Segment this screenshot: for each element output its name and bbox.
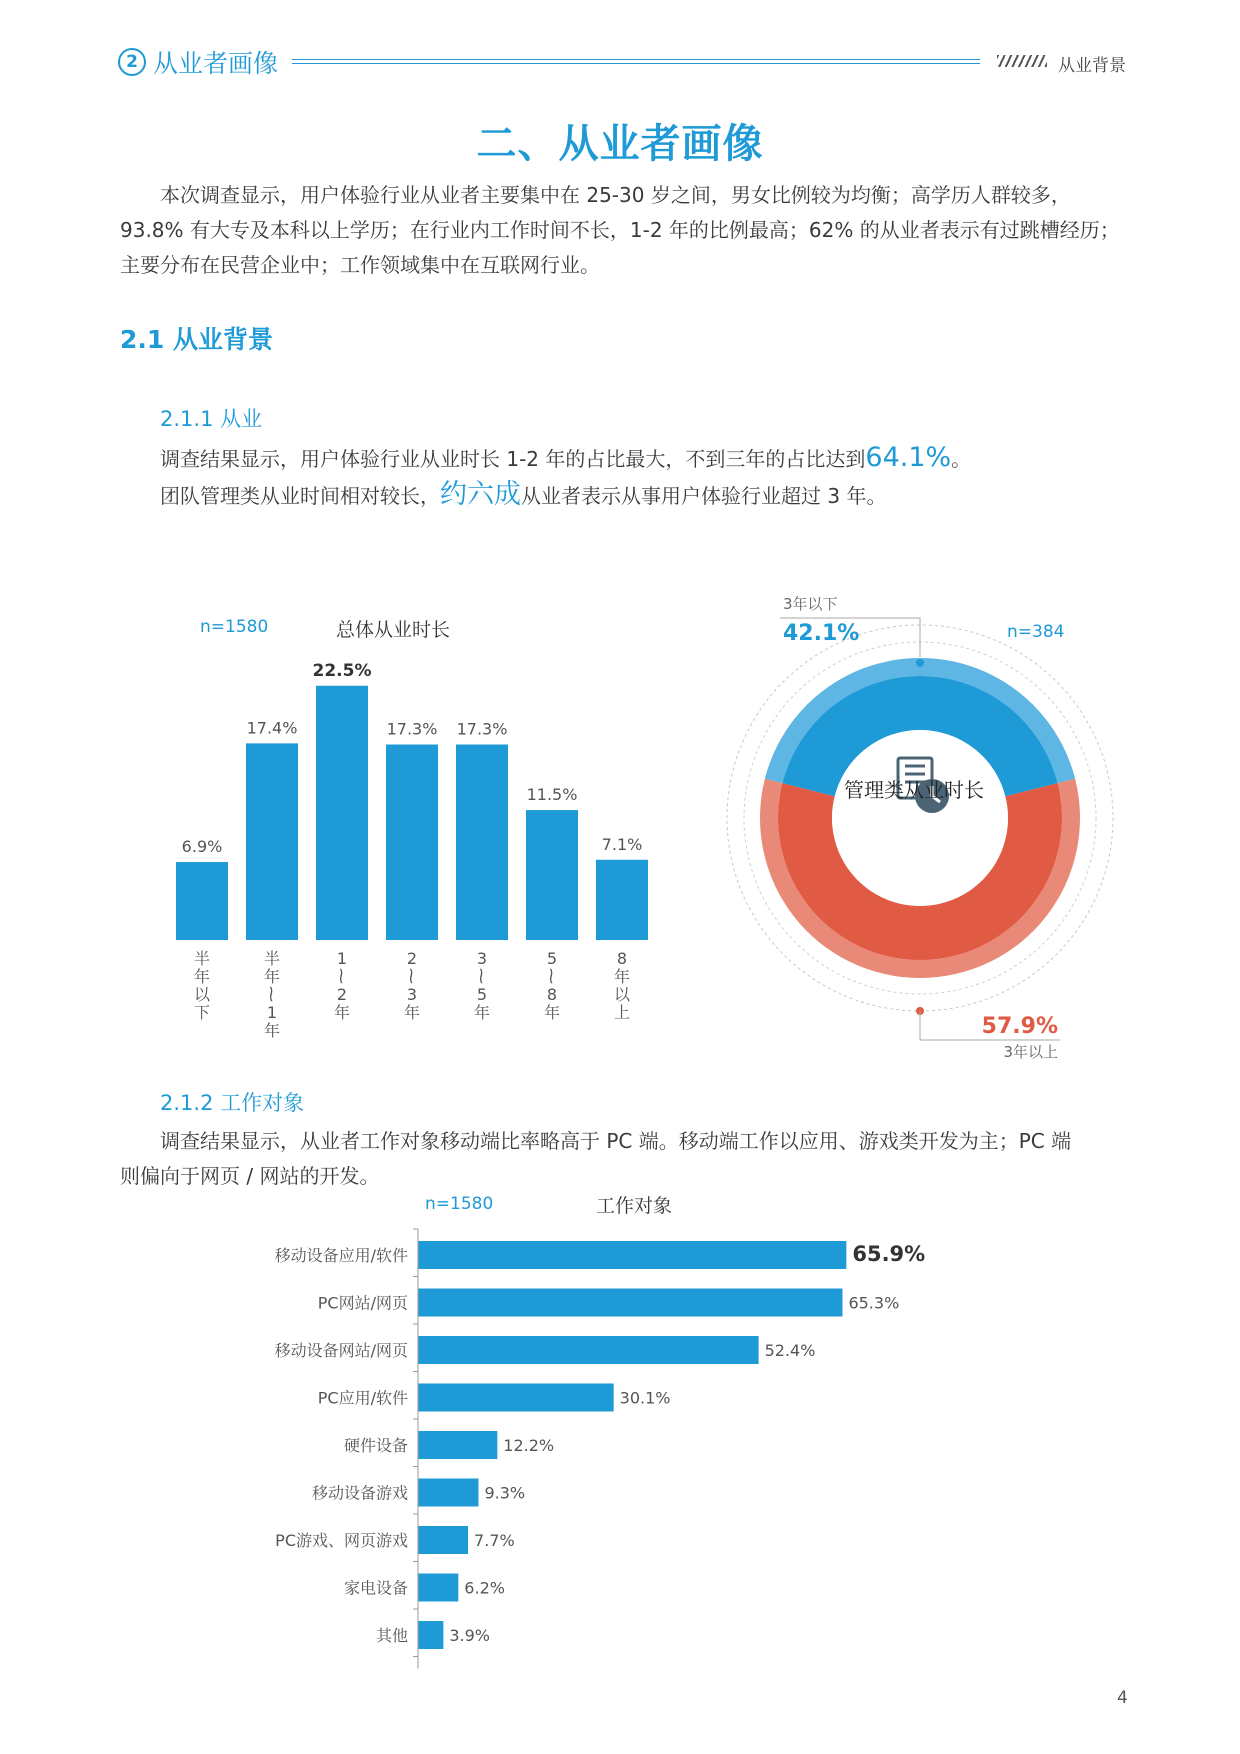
category-label: 硬件设备 (343, 1436, 408, 1455)
tick-label: ⁓ (542, 968, 561, 984)
chart1-title: 总体从业时长 (336, 619, 451, 641)
tick-label: 3 (406, 985, 418, 1004)
text-segment: 。 (951, 447, 972, 471)
tick-label: 年 (473, 1003, 491, 1022)
tick-label: 5 (546, 949, 558, 968)
tick-label: ⁓ (472, 968, 491, 984)
subsection-heading-2-1-1: 2.1.1 从业 (160, 407, 263, 431)
bar (418, 1621, 443, 1649)
text-line (160, 440, 1140, 477)
category-label: PC应用/软件 (317, 1388, 408, 1408)
subsection-2-1-2-text (120, 1124, 1130, 1194)
bar (418, 1241, 846, 1269)
text-line (160, 477, 1140, 514)
callout-label: 3年以上 (1003, 1043, 1058, 1061)
intro-line: 本次调查显示，用户体验行业从业者主要集中在 25-30 岁之间，男女比例较为均衡；高学历人群较多， (160, 183, 1071, 207)
tick-label: 1 (336, 949, 348, 968)
tick-label: 以 (613, 985, 631, 1004)
tick-label: 以 (193, 985, 211, 1004)
data-label: 17.4% (246, 718, 298, 738)
section-number-badge: 2 (118, 48, 146, 76)
bar (316, 686, 368, 940)
header-stripes-decoration (997, 55, 1047, 67)
tick-label: 2 (406, 949, 418, 968)
bar (418, 1431, 497, 1459)
data-label: 17.3% (386, 719, 438, 739)
data-label: 7.1% (601, 834, 643, 854)
highlight-value: 64.1% (865, 442, 952, 473)
chart3-sample-size: n=1580 (425, 1194, 494, 1214)
chart3-title: 工作对象 (596, 1195, 673, 1217)
page-title: 二、从业者画像 (476, 121, 764, 167)
tick-label: 年 (403, 1003, 421, 1022)
tick-label: 1 (266, 1003, 278, 1022)
bar (596, 860, 648, 940)
data-label: 11.5% (526, 785, 578, 805)
page-number: 4 (1117, 1688, 1128, 1708)
tick-label: ⁓ (402, 968, 421, 984)
data-label: 6.2% (464, 1578, 505, 1598)
category-label: PC网站/网页 (317, 1293, 408, 1313)
category-label: 移动设备应用/软件 (274, 1246, 408, 1265)
tick-label: 年 (543, 1003, 561, 1022)
bar (526, 810, 578, 940)
intro-line: 93.8% 有大专及本科以上学历；在行业内工作时间不长，1-2 年的比例最高；62% 的从业者表示有过跳槽经历； (120, 218, 1120, 242)
data-label: 9.3% (484, 1483, 526, 1503)
tick-label: 下 (193, 1003, 211, 1022)
header-section-title: 从业者画像 (153, 49, 279, 78)
intro-line: 主要分布在民营企业中；工作领域集中在互联网行业。 (120, 253, 600, 277)
bar (176, 862, 228, 940)
tenure-bar-chart (150, 640, 670, 1050)
tick-label: 半 (263, 949, 281, 968)
text-segment: 调查结果显示，用户体验行业从业时长 1-2 年的占比最大，不到三年的占比达到 (160, 447, 866, 471)
highlight-value: 约六成 (440, 479, 521, 510)
data-label: 65.3% (848, 1293, 900, 1313)
tick-label: 5 (476, 985, 488, 1004)
data-label: 65.9% (852, 1242, 926, 1266)
bar (418, 1526, 468, 1554)
data-label: 17.3% (456, 719, 508, 739)
tick-label: 年 (263, 967, 281, 986)
tick-label: 3 (476, 949, 488, 968)
category-label: PC游戏、网页游戏 (275, 1531, 408, 1550)
subsection-heading-2-1-2: 2.1.2 工作对象 (160, 1091, 305, 1115)
category-label: 移动设备游戏 (311, 1483, 408, 1503)
tick-label: 2 (336, 985, 348, 1004)
intro-paragraph (120, 178, 1130, 283)
data-label: 22.5% (312, 660, 372, 681)
data-label: 7.7% (474, 1531, 515, 1550)
work-target-bar-chart (150, 1225, 1050, 1675)
tick-label: 年 (613, 967, 631, 986)
bar (418, 1384, 614, 1412)
category-label: 其他 (375, 1626, 408, 1645)
tick-label: 8 (546, 985, 558, 1004)
bar (246, 743, 298, 940)
callout-value: 42.1% (783, 621, 860, 646)
bar (418, 1336, 759, 1364)
callout-dot (916, 659, 924, 667)
callout-label: 3年以下 (783, 595, 838, 613)
header-right-label: 从业背景 (1058, 56, 1126, 76)
data-label: 12.2% (503, 1436, 555, 1455)
management-donut-chart (720, 590, 1140, 1070)
bar (456, 745, 508, 940)
tick-label: 8 (616, 949, 628, 968)
category-label: 移动设备网站/网页 (274, 1341, 408, 1360)
tick-label: 上 (613, 1003, 631, 1022)
tick-label: 年 (193, 967, 211, 986)
chart2-sample-size: n=384 (1007, 622, 1065, 642)
chart1-sample-size: n=1580 (200, 617, 269, 637)
bar (418, 1574, 458, 1602)
tick-label: 年 (263, 1021, 281, 1040)
tick-label: 半 (193, 949, 211, 968)
category-label: 家电设备 (343, 1578, 408, 1598)
donut-center-label: 管理类从业时长 (844, 778, 984, 802)
data-label: 30.1% (619, 1388, 671, 1408)
bar (418, 1289, 842, 1317)
donut-hole (832, 730, 1008, 906)
text-segment: 团队管理类从业时间相对较长， (160, 484, 440, 508)
callout-value: 57.9% (981, 1014, 1058, 1039)
data-label: 6.9% (181, 837, 223, 857)
tick-label: 年 (333, 1003, 351, 1022)
tick-label: ⁓ (262, 986, 281, 1002)
subsection-2-1-1-text (160, 440, 1140, 514)
bar (386, 745, 438, 940)
bar (418, 1479, 478, 1507)
tick-label: ⁓ (332, 968, 351, 984)
text-line: 则偏向于网页 / 网站的开发。 (120, 1164, 380, 1188)
data-label: 3.9% (449, 1626, 491, 1645)
section-heading-2-1: 2.1 从业背景 (120, 325, 273, 354)
header-divider (292, 59, 980, 64)
text-line: 调查结果显示，从业者工作对象移动端比率略高于 PC 端。移动端工作以应用、游戏类开发为主；PC 端 (160, 1129, 1072, 1153)
data-label: 52.4% (764, 1341, 816, 1360)
text-segment: 从业者表示从事用户体验行业超过 3 年。 (521, 484, 887, 508)
